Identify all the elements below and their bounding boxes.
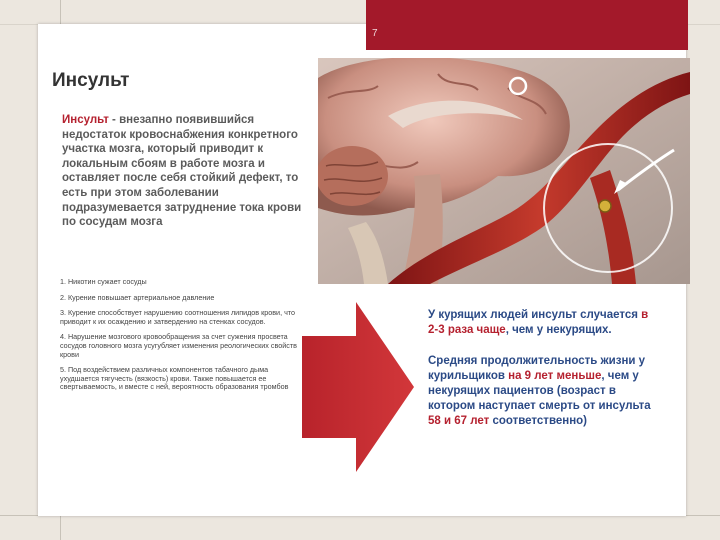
factors-list: [60, 278, 300, 399]
factor-item: 4. Нарушение мозгового кровообращения за счет сужения просвета сосудов головного мозга усугубляет изменения реологических свойств крови: [60, 332, 297, 359]
header-banner: [366, 0, 688, 50]
fact-frequency-highlight: в 2-3 раза чаще: [428, 309, 649, 336]
definition-term: Инсульт: [62, 114, 109, 126]
fact-lifespan: Средняя продолжительность жизни у курильщиков на 9 лет меньше, чем у некурящих пациентов (возраст в котором наступает смерть от инсульта 58 и 67 лет соответственно): [428, 355, 651, 427]
factor-item: 5. Под воздействием различных компонентов табачного дыма ухудшается тягучесть (вязкость) крови. Также повышается ее свертываемость, и вместе с ней, вероятность образования тромбов: [60, 365, 289, 392]
factor-item: 3. Курение способствует нарушению соотношения липидов крови, что приводит к их осаждению и затвердению на стенках сосудов.: [60, 308, 296, 326]
brain-vessel-illustration: [318, 58, 690, 284]
fact-age-highlight: 58 и 67 лет: [428, 415, 490, 427]
slide-number: 7: [372, 28, 378, 39]
factor-item: 1. Никотин сужает сосуды: [60, 277, 147, 286]
facts-block: [428, 308, 660, 445]
definition-text: [62, 113, 312, 230]
definition-body: - внезапно появившийся недостаток кровоснабжения конкретного участка мозга, который приводит к локальным сбоям в работе мозга и оставляет после себя стойкий дефект, то есть при этом заболевании подразумевается затруднение тока крови по сосудам мозга: [62, 114, 302, 229]
factor-item: 2. Курение повышает артериальное давление: [60, 292, 215, 302]
blood-clot: [599, 200, 611, 212]
red-arrow-icon: [302, 302, 414, 472]
fact-lifespan-highlight: на 9 лет меньше: [508, 370, 602, 382]
slide-title: Инсульт: [52, 70, 130, 91]
fact-frequency: У курящих людей инсульт случается в 2-3 раза чаще, чем у некурящих.: [428, 309, 649, 336]
